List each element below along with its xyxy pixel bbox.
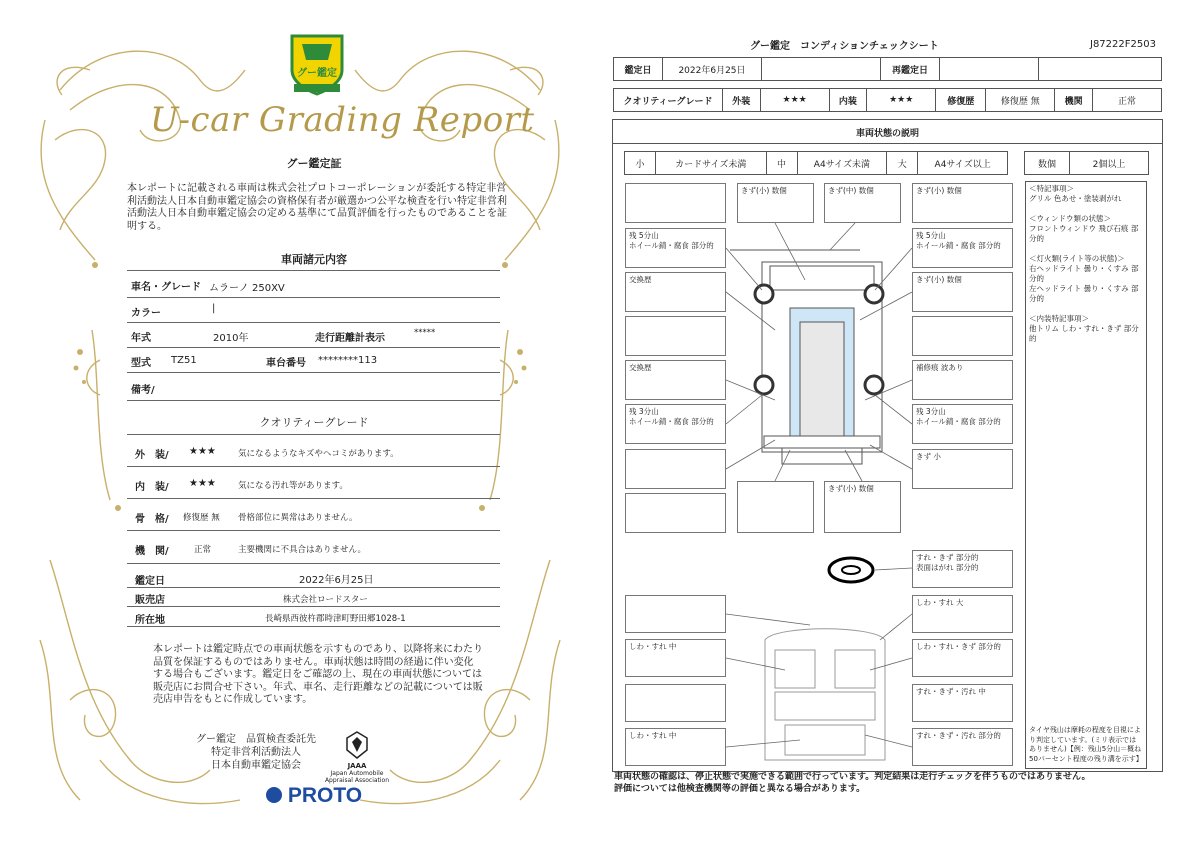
certificate-heading: グー鑑定証 (286, 157, 342, 170)
remarks-label: 備考/ (131, 385, 155, 396)
color-label: カラー (131, 308, 161, 319)
damage-box: すれ・きず・汚れ 部分的 (912, 728, 1013, 766)
interior-stars: ★★★ (189, 478, 216, 489)
damage-box: 交換歴 (625, 360, 726, 400)
special-notes: ＜特記事項＞ グリル 色あせ・塗装剥がれ ＜ウィンドウ類の状態＞ フロントウィンドウ 飛び石痕 部分的 ＜灯火類(ライト等の状態)＞ 右ヘッドライト 曇り・くすみ 部分的 左ヘッドライト 曇り・くすみ 部分的 ＜内装特記事項＞ 他トリム しわ・すれ・きず 部分的 タイヤ残山は摩耗の程度を目視により判定しています。(ミリ表示ではありません)【例：残山5分山＝概ね50パーセント程度の残り溝を示す】 (1025, 181, 1147, 769)
mileage-value: ***** (414, 328, 436, 338)
address-label: 所在地 (135, 615, 165, 626)
committee-block: グー鑑定 品質検査委託先 特定非営利活動法人 日本自動車鑑定協会 (196, 734, 316, 771)
engine-text: 主要機関に不具合はありません。 (238, 545, 367, 555)
damage-box: 残 5分山 ホイール錆・腐食 部分的 (625, 228, 726, 268)
address-value: 長崎県西彼杵郡時津町野田郷1028-1 (265, 614, 406, 624)
exterior-text: 気になるようなキズやヘコミがあります。 (238, 449, 399, 459)
goo-kantei-badge-icon (288, 30, 346, 96)
damage-box: しわ・すれ 中 (625, 639, 726, 677)
type-value: TZ51 (171, 355, 197, 366)
damage-box: 残 3分山 ホイール錆・腐食 部分的 (625, 404, 726, 444)
damage-box: きず(中) 数個 (824, 183, 901, 223)
interior-text: 気になる汚れ等があります。 (238, 481, 348, 491)
sheet-id: J87222F2503 (1090, 39, 1156, 50)
dealer-label: 販売店 (135, 595, 165, 606)
year-value: 2010年 (213, 333, 249, 344)
quality-heading: クオリティーグレード (259, 416, 369, 429)
sheet-title: グー鑑定 コンディションチェックシート (750, 41, 939, 52)
size-legend: 小 カードサイズ未満 中 A4サイズ未満 大 A4サイズ以上 (624, 151, 1008, 175)
damage-box: しわ・すれ 大 (912, 595, 1013, 633)
type-label: 型式 (131, 358, 151, 369)
jaaa-emblem-icon (343, 730, 371, 760)
tire-note: タイヤ残山は摩耗の程度を目視により判定しています。(ミリ表示ではありません)【例：残山5分山＝概ね50パーセント程度の残り溝を示す】 (1029, 726, 1143, 763)
inspect-date: 2022年6月25日 (663, 58, 762, 81)
proto-mark-icon (266, 787, 282, 803)
damage-box: すれ・きず 部分的 表面はがれ 部分的 (912, 550, 1013, 588)
svg-text:グー鑑定: グー鑑定 (297, 68, 337, 79)
sheet-footer: 車両状態の確認は、停止状態で実施できる範囲で行っています。判定結果は走行チェックを伴うものではありません。 評価については他検査機関等の評価と異なる場合があります。 (614, 772, 1091, 794)
date-value: 2022年6月25日 (299, 575, 374, 586)
specs-heading: 車両諸元内容 (281, 253, 347, 266)
model-label: 車名・グレード (131, 282, 201, 293)
interior-label: 内 装/ (135, 482, 169, 493)
damage-box: すれ・きず・汚れ 中 (912, 684, 1013, 722)
damage-box: きず(小) 数個 (912, 183, 1013, 223)
jaaa-logo: JAAA Japan Automobile Appraisal Association (320, 730, 394, 784)
certificate-intro: 本レポートに記載される車両は株式会社プロトコーポレーションが委託する特定非営利活動法人日本自動車鑑定協会の資格保有者が厳選かつ公平な検査を行い特定非営利活動法人日本自動車鑑定協会の定める基準にて品質評価を行ったものであることを証明する。 (127, 183, 507, 232)
damage-box: しわ・すれ・きず 部分的 (912, 639, 1013, 677)
condition-heading: 車両状態の説明 (855, 129, 919, 139)
model-value: ムラーノ 250XV (209, 283, 285, 294)
date-label: 鑑定日 (135, 576, 165, 587)
damage-box: きず(小) 数個 (737, 183, 814, 223)
chassis-label: 車台番号 (266, 358, 306, 369)
chassis-value: ********113 (318, 355, 378, 366)
count-legend: 数個 2個以上 (1024, 151, 1149, 175)
mileage-label: 走行距離計表示 (315, 333, 385, 344)
damage-box: 残 5分山 ホイール錆・腐食 部分的 (912, 228, 1013, 268)
exterior-label: 外 装/ (135, 450, 169, 461)
damage-box: しわ・すれ 中 (625, 728, 726, 766)
damage-box: 交換歴 (625, 272, 726, 312)
exterior-stars: ★★★ (189, 446, 216, 457)
interior-stars: ★★★ (867, 89, 936, 112)
engine-label: 機 関/ (135, 546, 169, 557)
damage-box: きず(小) 数個 (824, 481, 901, 533)
certificate-disclaimer: 本レポートは鑑定時点での車両状態を示すものであり、以降将来にわたり品質を保証するものではありません。車両状態は時間の経過に伴い変化する場合もございます。鑑定日をご確認の上、現在の車両状態については販売店にお問合せ下さい。年式、車名、走行距離などの記載については販売店申告をもとに作成しています。 (153, 644, 483, 705)
dealer-value: 株式会社ロードスター (283, 595, 368, 605)
exterior-stars: ★★★ (760, 89, 829, 112)
damage-box: 補修痕 波あり (912, 360, 1013, 400)
frame-value: 修復歴 無 (183, 513, 220, 523)
frame-label: 骨 格/ (135, 514, 169, 525)
damage-box: 残 3分山 ホイール錆・腐食 部分的 (912, 404, 1013, 444)
connector-lines (600, 180, 1020, 770)
script-title: U-car Grading Report (150, 100, 535, 140)
proto-logo: PROTO (266, 784, 362, 808)
frame-text: 骨格部位に異常はありません。 (238, 513, 358, 523)
grade-table: クオリティーグレード 外装 ★★★ 内装 ★★★ 修復歴 修復歴 無 機関 正常 (613, 88, 1162, 112)
date-table: 鑑定日 2022年6月25日 再鑑定日 (613, 57, 1162, 81)
damage-box: きず 小 (912, 449, 1013, 489)
color-value: | (212, 303, 216, 314)
year-label: 年式 (131, 333, 151, 344)
damage-box: きず(小) 数個 (912, 272, 1013, 312)
engine-value: 正常 (194, 545, 212, 555)
